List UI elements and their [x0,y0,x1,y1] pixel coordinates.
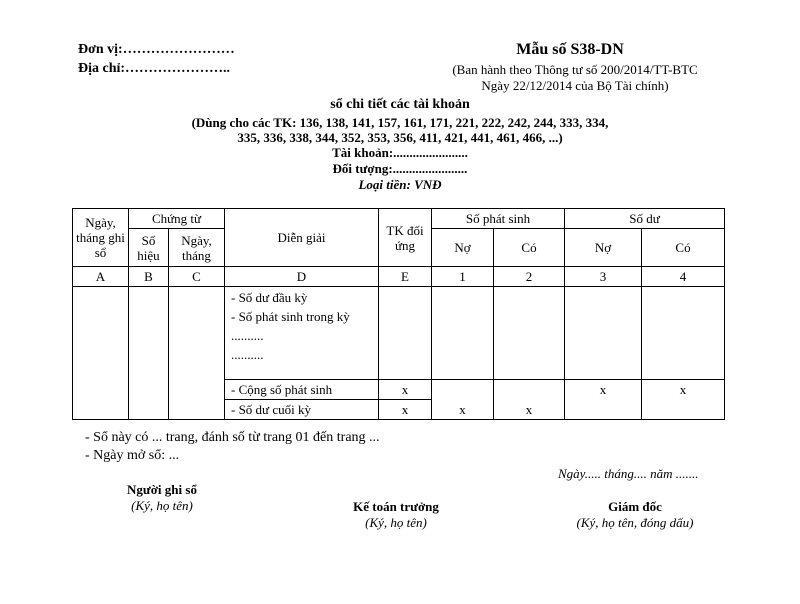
body-cell [169,287,225,420]
code-cell: B [129,267,169,287]
total-arising-2 [494,380,565,400]
body-cell [73,287,129,420]
code-cell: D [225,267,379,287]
code-cell: C [169,267,225,287]
account-field: Tài khoản:....................... [332,145,468,160]
signer-recorder-note: (Ký, họ tên) [131,498,193,513]
body-cell [642,287,725,380]
code-cell: 3 [565,267,642,287]
issued-date: Ngày 22/12/2014 của Bộ Tài chính) [481,78,669,93]
currency-field: Loại tiền: VNĐ [358,177,442,192]
total-arising-3: x [565,380,642,400]
header-voucher-no: Số hiệu [129,229,169,267]
description-line: .......... [231,328,264,343]
form-code: Mẫu số S38-DN [516,41,624,58]
usage-line-1: (Dùng cho các TK: 136, 138, 141, 157, 161, 171, 221, 222, 242, 244, 333, 334, [191,115,609,130]
signer-chief-accountant-note: (Ký, họ tên) [365,515,427,530]
header-arising-debit: Nợ [432,229,494,267]
page-title: sổ chi tiết các tài khoản [330,97,470,112]
unit-label: Đơn vị:…………………… [78,42,235,57]
usage-line-2: 335, 336, 338, 344, 352, 353, 356, 411, 421, 441, 461, 466, ...) [237,130,563,145]
header-voucher-date: Ngày, tháng [169,229,225,267]
header-arising-credit: Có [494,229,565,267]
code-cell: E [379,267,432,287]
signer-chief-accountant-title: Kế toán trưởng [353,499,439,514]
header-date: Ngày, tháng ghi sổ [73,209,129,267]
description-line: .......... [231,347,264,362]
code-cell: 1 [432,267,494,287]
body-cell [129,287,169,420]
total-arising-4: x [642,380,725,400]
header-description: Diễn giải [225,209,379,267]
description-line: - Số dư đầu kỳ [231,290,308,305]
closing-balance-2: x [494,400,565,420]
ledger-table [72,208,725,420]
header-balance: Số dư [565,209,725,229]
address-label: Địa chỉ:………………….. [78,61,231,76]
description-body [225,287,379,380]
closing-balance-4 [642,400,725,420]
signer-recorder-title: Người ghi sổ [127,482,197,497]
pages-note: - Sổ này có ... trang, đánh số từ trang 01 đến trang ... [85,430,380,445]
code-cell: A [73,267,129,287]
signer-director-title: Giám đốc [608,499,662,514]
issued-by: (Ban hành theo Thông tư số 200/2014/TT-BTC [452,62,698,77]
closing-balance-e: x [379,400,432,420]
header-account: TK đối ứng [379,209,432,267]
code-cell: 4 [642,267,725,287]
header-voucher: Chứng từ [129,209,225,229]
sign-date: Ngày..... tháng.... năm ....... [558,466,699,481]
body-cell [379,287,432,380]
total-arising-e: x [379,380,432,400]
body-cell [565,287,642,380]
body-cell [494,287,565,380]
total-arising-label: - Cộng số phát sinh [225,380,379,400]
header-arising: Số phát sinh [432,209,565,229]
closing-balance-label: - Số dư cuối kỳ [225,400,379,420]
description-line: - Số phát sinh trong kỳ [231,309,350,324]
closing-balance-1: x [432,400,494,420]
open-date-note: - Ngày mở sổ: ... [85,448,180,463]
subject-field: Đối tượng:....................... [332,161,468,176]
code-cell: 2 [494,267,565,287]
closing-balance-3 [565,400,642,420]
header-balance-debit: Nợ [565,229,642,267]
signer-director-note: (Ký, họ tên, đóng dấu) [576,515,694,530]
header-balance-credit: Có [642,229,725,267]
body-cell [432,287,494,380]
total-arising-1 [432,380,494,400]
